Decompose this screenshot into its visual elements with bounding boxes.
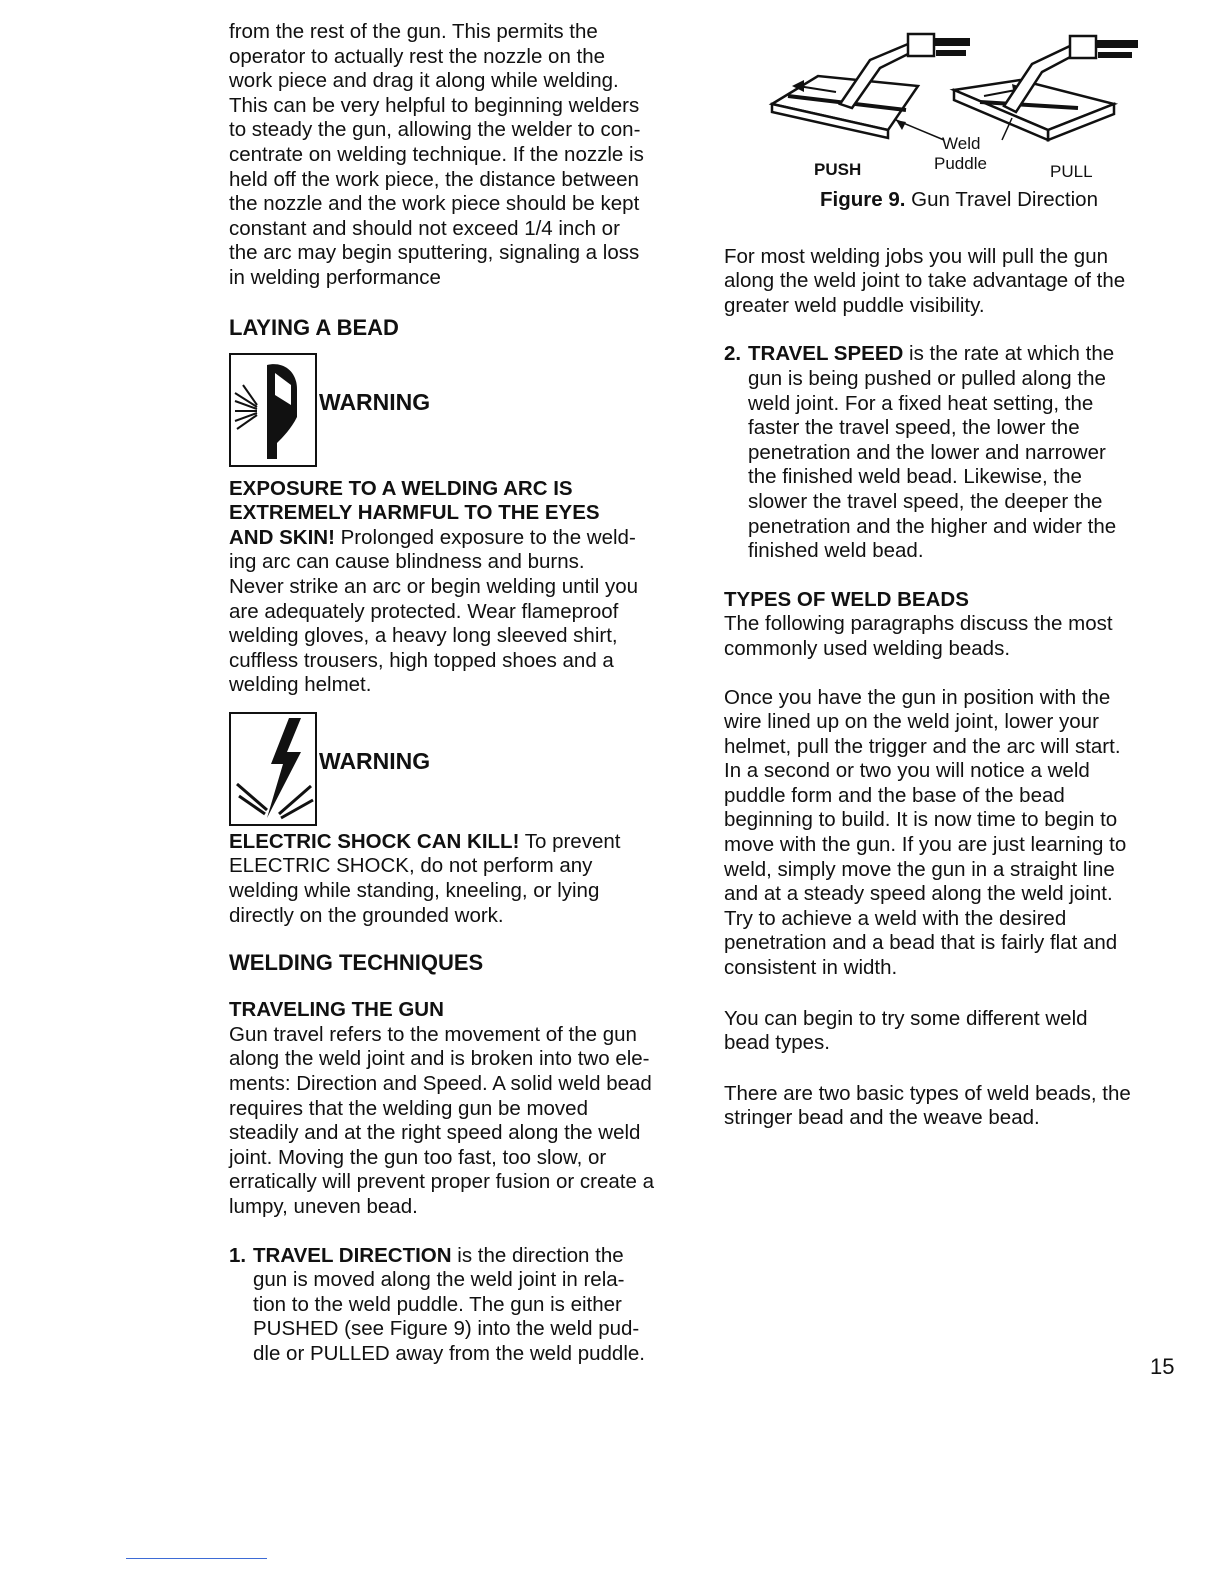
text-line: steadily and at the right speed along the weld [229, 1121, 641, 1145]
text-line: slower the travel speed, the deeper the [748, 489, 1103, 513]
warning-label: WARNING [319, 388, 431, 415]
warning-shock-text [229, 830, 699, 928]
text-line: weld, simply move the gun in a straight line [724, 857, 1115, 881]
text-line: welding gloves, a heavy long sleeved shirt, [229, 624, 618, 648]
travel-direction-item [229, 1244, 699, 1367]
text-line: commonly used welding beads. [724, 636, 1011, 660]
warning-helmet-text [229, 477, 699, 698]
bold-lead: TRAVEL SPEED [748, 342, 904, 366]
text-line [748, 342, 1194, 367]
text-line: work piece and drag it along while welding. [229, 69, 619, 93]
welding-techniques-heading: WELDING TECHNIQUES [229, 950, 484, 976]
bold-lead: AND SKIN! [229, 525, 335, 549]
text-line: finished weld bead. [748, 539, 924, 563]
travel-speed-item [724, 342, 1194, 563]
text-line: gun is moved along the weld joint in rela- [253, 1268, 625, 1292]
text-line: weld joint. For a fixed heat setting, the [748, 391, 1094, 415]
text-line: are adequately protected. Wear flameproof [229, 599, 619, 623]
text-line: For most welding jobs you will pull the gun [724, 244, 1108, 268]
text-line: This can be very helpful to beginning welders [229, 93, 640, 117]
text-line: requires that the welding gun be moved [229, 1096, 588, 1120]
text-line: In a second or two you will notice a weld [724, 759, 1090, 783]
right-column [724, 30, 1194, 1131]
text-line: EXTREMELY HARMFUL TO THE EYES [229, 501, 600, 525]
warning-helmet-block [229, 353, 699, 471]
text-line: along the weld joint and is broken into two ele- [229, 1047, 650, 1071]
electric-shock-icon [229, 712, 317, 826]
pull-paragraph [724, 245, 1194, 319]
text-line: puddle form and the base of the bead [724, 783, 1065, 807]
text-line: operator to actually rest the nozzle on the [229, 44, 606, 68]
text-line: The following paragraphs discuss the most [724, 612, 1113, 636]
traveling-gun-heading: TRAVELING THE GUN [229, 998, 444, 1022]
text-line: Never strike an arc or begin welding until you [229, 574, 639, 598]
welding-helmet-icon [229, 353, 317, 467]
text-line: erratically will prevent proper fusion or create a [229, 1170, 654, 1194]
text-line: centrate on welding technique. If the nozzle is [229, 142, 644, 166]
text-line [229, 526, 699, 551]
left-column [229, 20, 699, 1367]
text-run: To prevent [519, 829, 621, 853]
caption-bold: Figure 9. [820, 188, 906, 211]
text-line: gun is being pushed or pulled along the [748, 366, 1106, 390]
text-line: cuffless trousers, high topped shoes and a [229, 648, 614, 672]
text-run: is the direction the [451, 1243, 624, 1267]
pull-label: PULL [1050, 162, 1093, 181]
text-line: PUSHED (see Figure 9) into the weld pud- [253, 1317, 640, 1341]
item-number: 1. [229, 1243, 247, 1267]
gun-travel-figure [748, 30, 1168, 200]
traveling-paragraph [229, 1023, 699, 1220]
puddle-label: Puddle [934, 154, 987, 173]
text-line: beginning to build. It is now time to begin to [724, 808, 1118, 832]
text-line: in welding performance [229, 265, 441, 289]
page-number: 15 [1150, 1354, 1175, 1379]
text-line [253, 1244, 699, 1269]
push-label: PUSH [814, 160, 862, 179]
text-line: greater weld puddle visibility. [724, 293, 985, 317]
text-line: Gun travel refers to the movement of the gun [229, 1022, 637, 1046]
text-line: wire lined up on the weld joint, lower your [724, 710, 1099, 734]
text-line: penetration and the lower and narrower [748, 440, 1106, 464]
text-line: the finished weld bead. Likewise, the [748, 465, 1082, 489]
text-line: constant and should not exceed 1/4 inch or [229, 216, 620, 240]
text-line: along the weld joint to take advantage of the [724, 269, 1126, 293]
text-line: dle or PULLED away from the weld puddle. [253, 1341, 645, 1365]
text-line: and at a steady speed along the weld joint. [724, 882, 1113, 906]
text-line: There are two basic types of weld beads, the [724, 1081, 1131, 1105]
text-line: from the rest of the gun. This permits the [229, 20, 598, 43]
text-line: consistent in width. [724, 956, 898, 980]
bold-lead: ELECTRIC SHOCK CAN KILL! [229, 829, 520, 853]
text-line: Once you have the gun in position with the [724, 685, 1111, 709]
try-paragraph [724, 1007, 1194, 1056]
text-line: EXPOSURE TO A WELDING ARC IS [229, 476, 573, 500]
text-line: welding helmet. [229, 673, 372, 697]
once-paragraph [724, 686, 1194, 981]
types-weld-beads-heading: TYPES OF WELD BEADS [724, 587, 969, 611]
caption-text: Gun Travel Direction [905, 188, 1098, 211]
text-line: joint. Moving the gun too fast, too slow, or [229, 1145, 607, 1169]
text-line: penetration and a bead that is fairly flat and [724, 931, 1118, 955]
text-run: Prolonged exposure to the weld- [334, 525, 636, 549]
text-line: the arc may begin sputtering, signaling a loss [229, 241, 640, 265]
text-line: directly on the grounded work. [229, 903, 504, 927]
text-line: the nozzle and the work piece should be kept [229, 192, 640, 216]
footer-rule [126, 1558, 267, 1559]
text-line: to steady the gun, allowing the welder to con- [229, 118, 641, 142]
text-line: held off the work piece, the distance between [229, 167, 639, 191]
bold-lead: TRAVEL DIRECTION [253, 1243, 452, 1267]
text-line [229, 830, 699, 855]
text-line: welding while standing, kneeling, or lying [229, 879, 600, 903]
text-line: Try to achieve a weld with the desired [724, 906, 1067, 930]
warning-label: WARNING [319, 747, 431, 774]
weld-label: Weld [942, 134, 981, 153]
text-line: stringer bead and the weave bead. [724, 1106, 1040, 1130]
warning-shock-block [229, 712, 699, 830]
text-line: move with the gun. If you are just learning to [724, 833, 1127, 857]
text-run: is the rate at which the [903, 342, 1115, 366]
item-number: 2. [724, 342, 742, 366]
text-line: ELECTRIC SHOCK, do not perform any [229, 854, 593, 878]
basic-types-paragraph [724, 1082, 1194, 1131]
text-line: tion to the weld puddle. The gun is either [253, 1292, 622, 1316]
laying-bead-heading: LAYING A BEAD [229, 314, 399, 340]
text-line: penetration and the higher and wider the [748, 514, 1117, 538]
types-paragraph [724, 612, 1194, 661]
text-line: helmet, pull the trigger and the arc will start. [724, 734, 1121, 758]
text-line: ing arc can cause blindness and burns. [229, 550, 585, 574]
text-line: faster the travel speed, the lower the [748, 416, 1080, 440]
text-line: bead types. [724, 1031, 830, 1055]
text-line: lumpy, uneven bead. [229, 1195, 418, 1218]
text-line: ments: Direction and Speed. A solid weld bead [229, 1072, 652, 1096]
intro-paragraph [229, 20, 699, 291]
text-line: You can begin to try some different weld [724, 1006, 1088, 1030]
